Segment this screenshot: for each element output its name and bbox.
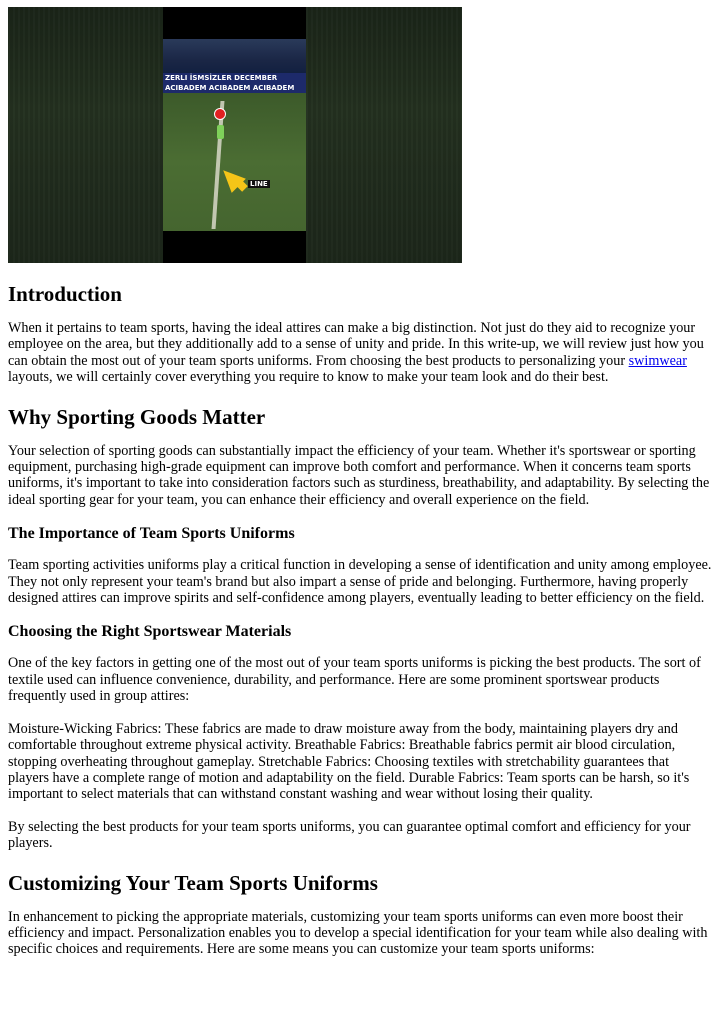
player-figure [217,125,224,139]
hero-video-image[interactable] [8,7,462,263]
blurred-background-right [306,7,462,263]
swimwear-link[interactable]: swimwear [628,352,687,369]
intro-text-before: When it pertains to team sports, having the ideal attires can make a big distinction. Not just do they aid to recognize your employee on the area, but they additionally add to a sense of unity and pride. In this write-up, we will review just how you can obtain the most out of your team sports uniforms. From choosing the best products to personalizing your [8,320,704,369]
heading-introduction: Introduction [8,282,122,306]
paragraph-materials-3: By selecting the best products for your team sports uniforms, you can guarantee optimal comfort and efficiency for your players. [8,818,691,852]
paragraph-materials-1: One of the key factors in getting one of the most out of your team sports uniforms is picking the best products. The sort of textile used can influence convenience, durability, and performance. Here are some prominent sportswear products frequently used in group attires: [8,655,701,705]
intro-text-after: layouts, we will certainly cover everything you require to know to make your team look and do their best. [8,369,609,386]
paragraph-importance: Team sporting activities uniforms play a critical function in developing a sense of identification and unity among employee. They not only represent your team's brand but also impart a sense of pride and belonging. Furthermore, having properly designed attires can improve spirits and self-confidence among players, eventually leading to better efficiency on the field. [8,557,712,607]
heading-importance: The Importance of Team Sports Uniforms [8,525,295,543]
paragraph-customizing: In enhancement to picking the appropriate materials, customizing your team sports uniforms can even more boost their efficiency and impact. Personalization enables you to develop a special identification for your team while also dealing with specific choices and requirements. Here are some means you can customize your team sports uniforms: [8,908,708,958]
red-marker-icon [214,108,226,120]
stadium-stands [163,39,306,73]
paragraph-why: Your selection of sporting goods can substantially impact the efficiency of your team. Whether it's sportswear or sporting equipment, purchasing high-grade equipment can improve both comfort and performance. When it concerns team sports uniforms, it's important to take into consideration factors such as sturdiness, breathability, and adaptability. By selecting the ideal sporting gear for your team, you can enhance their efficiency and overall experience on the field. [8,442,710,508]
board-text-bottom: ACIBADEM ACIBADEM ACIBADEM [165,84,295,92]
heading-why-sporting-goods: Why Sporting Goods Matter [8,404,266,429]
paragraph-intro [8,320,712,386]
advertising-board [163,73,306,93]
heading-materials: Choosing the Right Sportswear Materials [8,623,292,641]
heading-customizing: Customizing Your Team Sports Uniforms [8,870,378,895]
pitch [163,93,306,231]
line-label: LINE [250,180,268,188]
paragraph-materials-2: Moisture-Wicking Fabrics: These fabrics are made to draw moisture away from the body, maintaining players dry and comfortable throughout extreme physical activity. Breathable Fabrics: Breathable fabrics permit air blood circulation, stopping overheating throughout gameplay. Stretchable Fabrics: Choosing textiles with stretchability guarantees that players have a complete range of motion and adaptability on the field. Durable Fabrics: Team sports can be harsh, so it's important to select materials that can withstand constant washing and wear without losing their quality. [8,720,690,803]
blurred-background-left [8,7,163,263]
board-text-top: ZERLI İSMSİZLER DECEMBER [165,74,278,82]
